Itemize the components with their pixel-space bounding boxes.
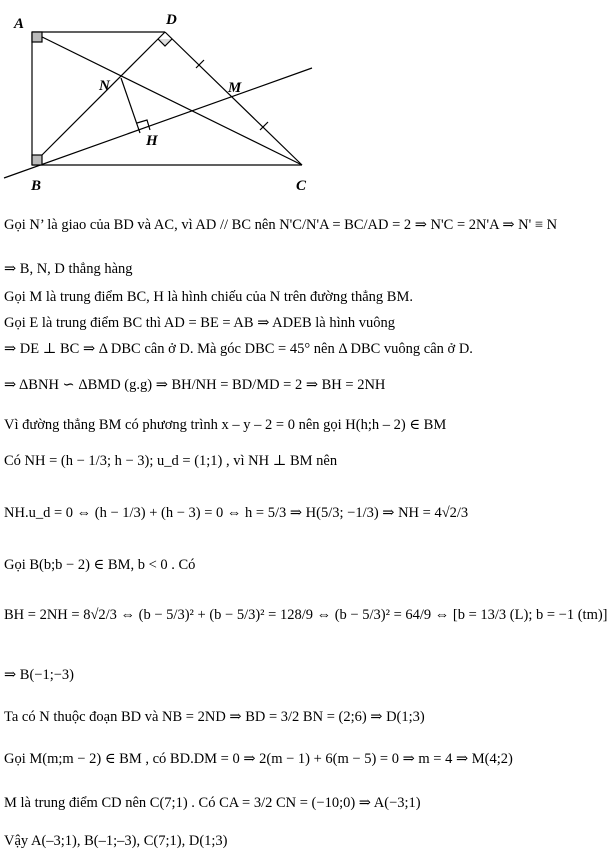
line-bm — [4, 68, 312, 178]
line-16: Vậy A(–3;1), B(–1;–3), C(7;1), D(1;3) — [4, 833, 228, 849]
label-m: M — [228, 80, 242, 96]
line-3: Gọi M là trung điểm BC, H là hình chiếu của N trên đường thẳng BM. — [4, 289, 413, 305]
geometry-figure — [0, 0, 614, 200]
line-4: Gọi E là trung điểm BC thì AD = BE = AB ⇒ ADEB là hình vuông — [4, 315, 396, 331]
line-14: Gọi M(m;m − 2) ∈ BM , có BD.DM = 0 ⇒ 2(m − 1) + 6(m − 5) = 0 ⇒ m = 4 ⇒ M(4;2) — [4, 751, 513, 767]
line-7: Vì đường thẳng BM có phương trình x – y – 2 = 0 nên gọi H(h;h – 2) ∈ BM — [4, 417, 447, 433]
label-d: D — [166, 12, 177, 28]
right-angle-a — [32, 32, 42, 42]
line-1: Gọi N’ là giao của BD và AC, vì AD // BC nên N'C/N'A = BC/AD = 2 ⇒ N'C = 2N'A ⇒ N' ≡ N — [4, 217, 558, 233]
segment-nh — [121, 78, 140, 133]
right-angle-d — [158, 39, 172, 46]
line-2: ⇒ B, N, D thẳng hàng — [4, 261, 133, 277]
line-8: Có NH = (h − 1/3; h − 3); u_d = (1;1) , vì NH ⊥ BM nên — [4, 453, 338, 469]
line-12: ⇒ B(−1;−3) — [4, 667, 74, 683]
line-9: NH.u_d = 0 ⇔ (h − 1/3) + (h − 3) = 0 ⇔ h = 5/3 ⇒ H(5/3; −1/3) ⇒ NH = 4√2/3 — [4, 505, 469, 521]
line-10: Gọi B(b;b − 2) ∈ BM, b < 0 . Có — [4, 557, 196, 573]
segment-dc — [165, 32, 302, 165]
line-5: ⇒ DE ⊥ BC ⇒ Δ DBC cân ở D. Mà góc DBC = 45° nên Δ DBC vuông cân ở D. — [4, 341, 473, 357]
label-c: C — [296, 178, 307, 194]
line-11: BH = 2NH = 8√2/3 ⇔ (b − 5/3)² + (b − 5/3)² = 128/9 ⇔ (b − 5/3)² = 64/9 ⇔ [b = 13/3 (L); b = −1 (tm)] — [4, 607, 608, 623]
label-h: H — [146, 133, 158, 149]
line-13: Ta có N thuộc đoạn BD và NB = 2ND ⇒ BD = 3/2 BN = (2;6) ⇒ D(1;3) — [4, 709, 425, 725]
right-angle-b — [32, 155, 42, 165]
label-b: B — [31, 178, 42, 194]
label-n: N — [99, 78, 110, 94]
segment-ac — [32, 32, 302, 165]
label-a: A — [14, 16, 25, 32]
line-15: M là trung điểm CD nên C(7;1) . Có CA = 3/2 CN = (−10;0) ⇒ A(−3;1) — [4, 795, 421, 811]
line-6: ⇒ ΔBNH ∽ ΔBMD (g.g) ⇒ BH/NH = BD/MD = 2 ⇒ BH = 2NH — [4, 377, 386, 393]
